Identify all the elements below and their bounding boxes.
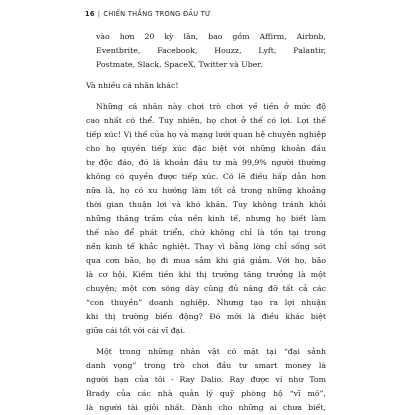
text-line: vào hơn 20 kỳ lân, bao gồm Affirm, Airbnb,: [96, 32, 326, 41]
text-line: người bạn của tôi - Ray Dalio. Ray được ví như Tom: [86, 375, 326, 384]
text-line: không có quyền được tiếp xúc. Có lẽ điều hấp dẫn hơn: [86, 172, 326, 181]
header-separator: |: [97, 10, 101, 18]
text-line: qua cơn bão, họ đi mua sắm khi giá giảm. Với họ, bão: [86, 256, 326, 265]
text-line: cho họ quyền tiếp xúc đặc biệt với những khoản đầu: [86, 144, 326, 153]
page-number: 16: [85, 10, 95, 18]
text-line: thế nào để phát triển, chứ không chỉ là tồn tại trong: [86, 228, 326, 237]
text-line: cao nhất có thể. Tuy nhiên, họ chơi ở thế có lợi. Lợi thế: [86, 116, 326, 125]
exclamation-line: [86, 79, 326, 93]
running-head: [85, 10, 211, 18]
text-line: giữa cái tốt với cái vĩ đại.: [86, 326, 186, 335]
text-line: Những cá nhân này chơi trò chơi về tiền ở mức độ: [96, 102, 326, 111]
text-line: Eventbrite, Facebook, Houzz, Lyft, Palantir,: [96, 46, 326, 55]
text-line: Brady của các nhà quản lý quỹ phòng hộ “vĩ mô”,: [86, 389, 326, 398]
text-line: là người tài giỏi nhất. Dành cho những ai chưa biết,: [86, 403, 326, 412]
text-line: những thăng trầm của nền kinh tế, nhưng họ biết làm: [86, 214, 326, 223]
text-line: Và nhiều cá nhân khác!: [86, 81, 179, 90]
text-line: tiếp xúc! Vị thế của họ và mạng lưới quan hệ chuyên nghiệp: [86, 130, 326, 139]
text-line: là cơ hội. Kiếm tiền khi thị trường tăng trưởng là một: [86, 270, 326, 279]
paragraph: [86, 100, 326, 338]
text-line: Một trong những nhân vật có mặt tại “đại sảnh: [96, 347, 326, 356]
text-line: nữa là, họ có xu hướng làm tốt cả trong những khoảng: [86, 186, 326, 195]
list-continuation: [86, 30, 326, 72]
paragraph: [86, 345, 326, 415]
text-line: tư độc đáo, đó là khoản đầu tư mà 99,9% người thường: [86, 158, 326, 167]
text-line: Postmate, Slack, SpaceX, Twitter và Uber.: [96, 60, 263, 69]
text-line: “con thuyền” doanh nghiệp. Nhưng tạo ra lợi nhuận: [86, 298, 326, 307]
text-line: khi thị trường biến động? Đó mới là điều khác biệt: [86, 312, 326, 321]
text-line: thời gian thuận lợi và khó khăn. Tuy không tránh khỏi: [86, 200, 326, 209]
body-text: [86, 30, 326, 415]
chapter-title: CHIẾN THẮNG TRONG ĐẦU TƯ: [103, 10, 212, 18]
text-line: chuyện; một cơn sóng dày cũng đủ nâng đỡ tất cả các: [86, 284, 326, 293]
text-line: danh vọng” trong trò chơi đầu tư smart money là: [86, 361, 326, 370]
text-line: nền kinh tế khắc nghiệt. Thay vì bằng lòng chỉ sống sót: [86, 242, 326, 251]
